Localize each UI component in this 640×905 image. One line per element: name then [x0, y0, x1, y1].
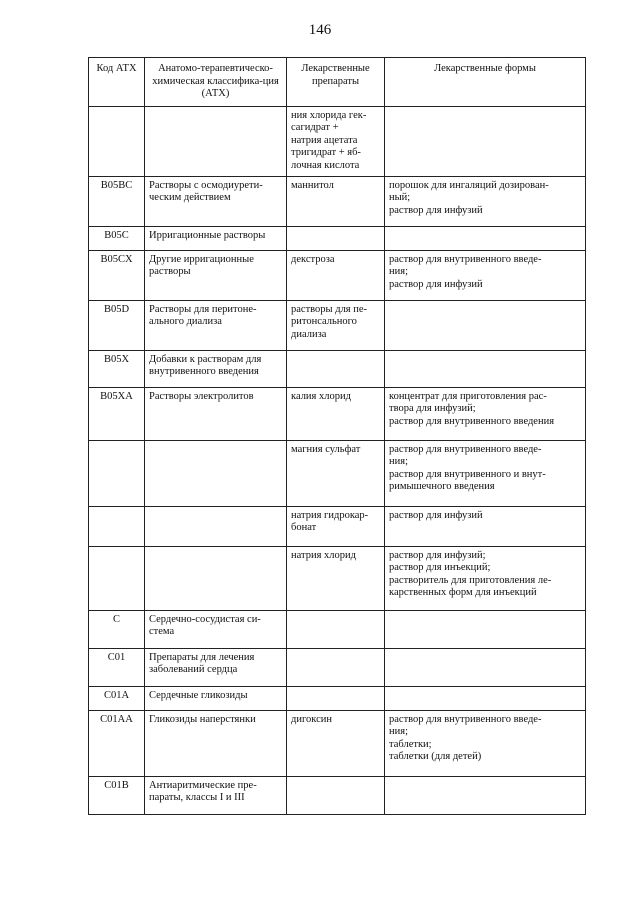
cell-class: Растворы с осмодиурети- ческим действием [145, 176, 287, 226]
cell-class [145, 506, 287, 546]
cell-drug [287, 350, 385, 387]
header-forms: Лекарственные формы [385, 58, 586, 107]
cell-forms [385, 106, 586, 176]
header-code: Код АТХ [89, 58, 145, 107]
cell-code [89, 546, 145, 610]
cell-drug [287, 648, 385, 686]
cell-class: Антиаритмические пре- параты, классы I и III [145, 776, 287, 814]
cell-class: Сердечные гликозиды [145, 686, 287, 710]
cell-code: C [89, 610, 145, 648]
table-row [89, 506, 586, 546]
table-row [89, 546, 586, 610]
table-row [89, 300, 586, 350]
cell-code: B05X [89, 350, 145, 387]
cell-drug: натрия гидрокар- бонат [287, 506, 385, 546]
atx-table [88, 57, 586, 815]
cell-forms: раствор для внутривенного введе- ния; раствор для внутривенного и внут- римышечного введения [385, 440, 586, 506]
cell-code: C01A [89, 686, 145, 710]
table-row [89, 776, 586, 814]
cell-class [145, 440, 287, 506]
cell-forms: раствор для внутривенного введе- ния; раствор для инфузий [385, 250, 586, 300]
table-row [89, 106, 586, 176]
cell-drug [287, 226, 385, 250]
cell-forms [385, 300, 586, 350]
cell-drug: калия хлорид [287, 387, 385, 440]
cell-code: B05XA [89, 387, 145, 440]
cell-forms [385, 648, 586, 686]
cell-forms [385, 226, 586, 250]
cell-forms: раствор для внутривенного введе- ния; таблетки; таблетки (для детей) [385, 710, 586, 776]
table-row [89, 250, 586, 300]
cell-code: C01AA [89, 710, 145, 776]
cell-drug: дигоксин [287, 710, 385, 776]
cell-code: B05C [89, 226, 145, 250]
cell-drug: магния сульфат [287, 440, 385, 506]
cell-code: B05BC [89, 176, 145, 226]
cell-drug: растворы для пе- ритонсального диализа [287, 300, 385, 350]
cell-code [89, 506, 145, 546]
cell-class [145, 546, 287, 610]
cell-drug: декстроза [287, 250, 385, 300]
cell-class: Препараты для лечения заболеваний сердца [145, 648, 287, 686]
cell-class: Растворы для перитоне- ального диализа [145, 300, 287, 350]
table-row [89, 440, 586, 506]
header-classification: Анатомо-терапевтическо-химическая классифика-ция (АТХ) [145, 58, 287, 107]
cell-drug: натрия хлорид [287, 546, 385, 610]
table-row [89, 226, 586, 250]
table-row [89, 387, 586, 440]
cell-drug: ния хлорида гек- сагидрат + натрия ацетата тригидрат + яб- лочная кислота [287, 106, 385, 176]
cell-forms: раствор для инфузий; раствор для инъекций; растворитель для приготовления ле- карственных форм для инъекций [385, 546, 586, 610]
cell-forms [385, 610, 586, 648]
cell-class: Ирригационные растворы [145, 226, 287, 250]
cell-class: Другие ирригационные растворы [145, 250, 287, 300]
table-row [89, 176, 586, 226]
cell-code: B05D [89, 300, 145, 350]
table-row [89, 350, 586, 387]
table-header-row [89, 58, 586, 107]
table-row [89, 610, 586, 648]
cell-drug [287, 686, 385, 710]
page-number: 146 [308, 22, 332, 38]
cell-code: C01B [89, 776, 145, 814]
cell-forms: раствор для инфузий [385, 506, 586, 546]
cell-forms [385, 776, 586, 814]
cell-forms: концентрат для приготовления рас- твора для инфузий; раствор для внутривенного введения [385, 387, 586, 440]
table-row [89, 648, 586, 686]
header-drugs: Лекарственные препараты [287, 58, 385, 107]
cell-drug [287, 776, 385, 814]
cell-class: Гликозиды наперстянки [145, 710, 287, 776]
cell-forms [385, 686, 586, 710]
cell-code [89, 106, 145, 176]
cell-code: B05CX [89, 250, 145, 300]
cell-class: Добавки к растворам для внутривенного введения [145, 350, 287, 387]
cell-drug [287, 610, 385, 648]
cell-forms [385, 350, 586, 387]
cell-code: C01 [89, 648, 145, 686]
table-row [89, 710, 586, 776]
cell-drug: маннитол [287, 176, 385, 226]
table-row [89, 686, 586, 710]
cell-code [89, 440, 145, 506]
cell-class: Растворы электролитов [145, 387, 287, 440]
cell-class [145, 106, 287, 176]
cell-forms: порошок для ингаляций дозирован- ный; раствор для инфузий [385, 176, 586, 226]
cell-class: Сердечно-сосудистая си- стема [145, 610, 287, 648]
